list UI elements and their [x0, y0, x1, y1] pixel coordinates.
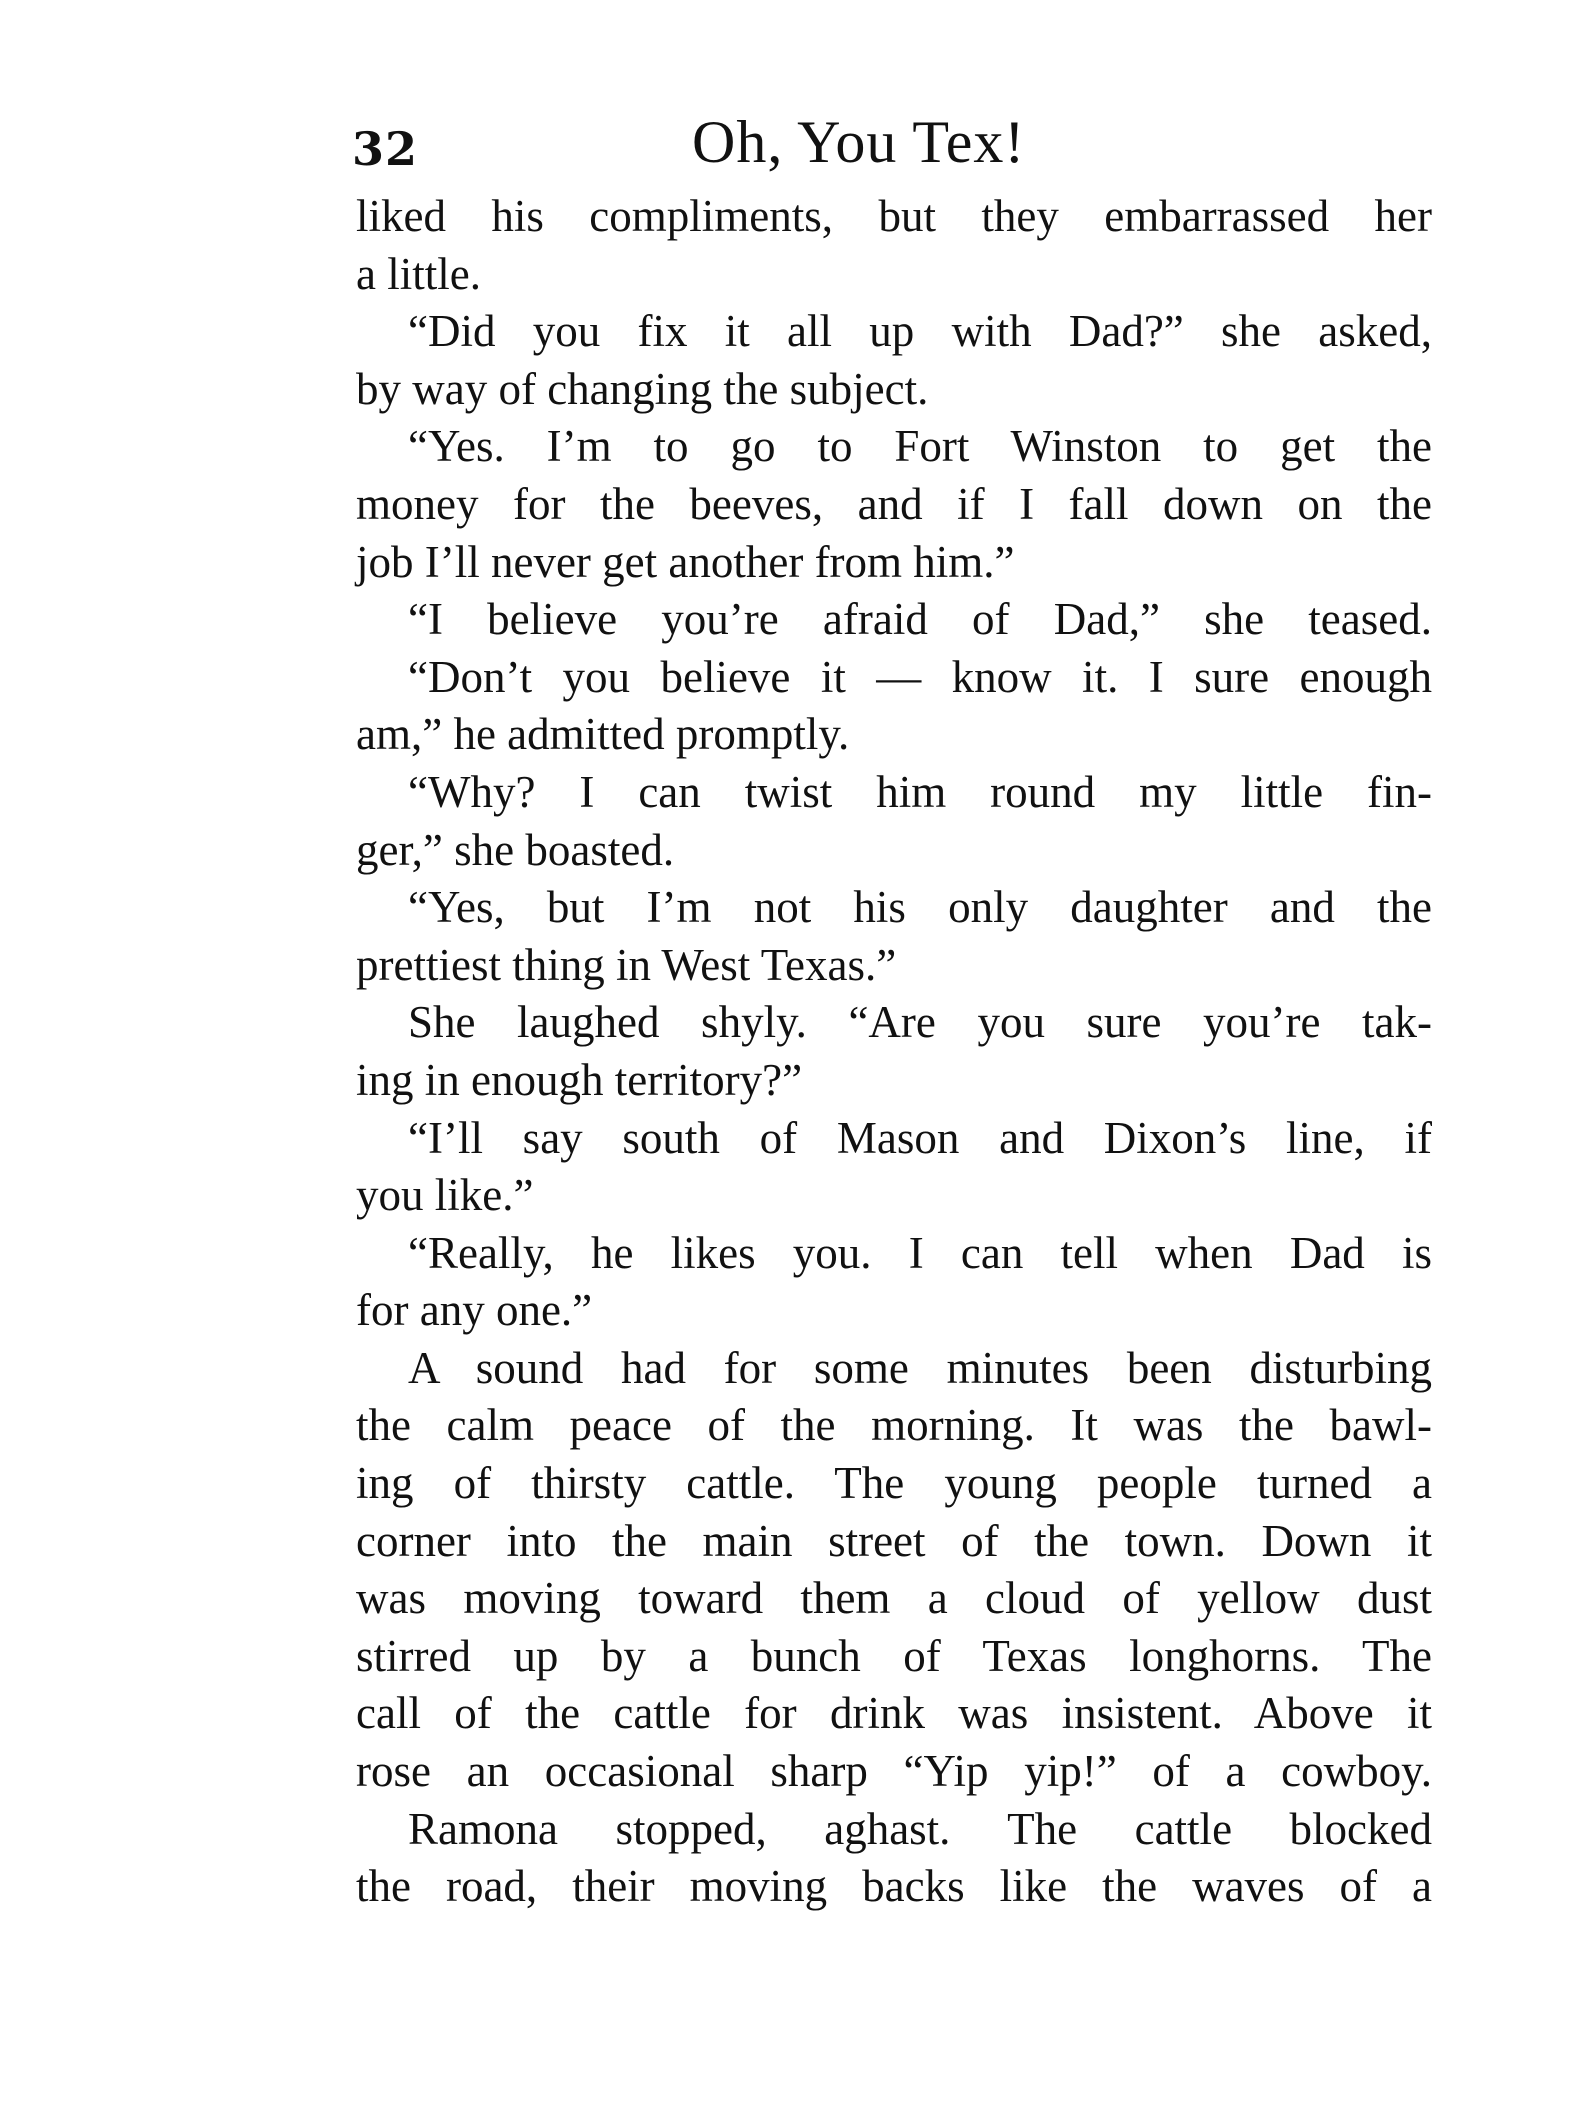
text-line: She laughed shyly. “Are you sure you’re tak-: [408, 997, 1432, 1048]
text-line: “Yes. I’m to go to Fort Winston to get the: [408, 421, 1432, 472]
text-line: the calm peace of the morning. It was the bawl-: [356, 1400, 1432, 1451]
text-line: “I’ll say south of Mason and Dixon’s line, if: [408, 1112, 1432, 1163]
text-line: you like.”: [356, 1170, 534, 1221]
text-line: corner into the main street of the town. Down it: [356, 1515, 1432, 1566]
text-line: money for the beeves, and if I fall down on the: [356, 478, 1432, 529]
text-line: “Really, he likes you. I can tell when Dad is: [408, 1227, 1432, 1278]
text-line: am,” he admitted promptly.: [356, 709, 850, 760]
text-line: “Why? I can twist him round my little fin-: [408, 766, 1432, 817]
text-line: a little.: [356, 248, 481, 299]
text-line: the road, their moving backs like the waves of a: [356, 1861, 1432, 1912]
text-line: “Yes, but I’m not his only daughter and the: [408, 882, 1432, 933]
text-line: Ramona stopped, aghast. The cattle blocked: [408, 1803, 1432, 1854]
running-head: [352, 108, 1432, 188]
text-line: “I believe you’re afraid of Dad,” she teased.: [408, 594, 1432, 645]
text-line: ing of thirsty cattle. The young people turned a: [356, 1458, 1432, 1509]
text-line: call of the cattle for drink was insistent. Above it: [356, 1688, 1432, 1739]
text-line: prettiest thing in West Texas.”: [356, 939, 897, 990]
text-line: “Don’t you believe it — know it. I sure enough: [408, 651, 1432, 702]
text-line: “Did you fix it all up with Dad?” she asked,: [408, 306, 1432, 357]
page-number: 32: [352, 122, 419, 176]
text-line: job I’ll never get another from him.”: [356, 536, 1015, 587]
text-line: stirred up by a bunch of Texas longhorns. The: [356, 1630, 1432, 1681]
text-line: ger,” she boasted.: [356, 824, 675, 875]
text-line: for any one.”: [356, 1285, 593, 1336]
text-line: rose an occasional sharp “Yip yip!” of a cowboy.: [356, 1746, 1432, 1797]
text-line: by way of changing the subject.: [356, 363, 929, 414]
text-line: A sound had for some minutes been disturbing: [408, 1342, 1432, 1393]
text-line: was moving toward them a cloud of yellow dust: [356, 1573, 1432, 1624]
body-text: [356, 188, 1432, 1916]
text-line: ing in enough territory?”: [356, 1054, 803, 1105]
running-title: Oh, You Tex!: [692, 109, 1026, 175]
text-line: liked his compliments, but they embarrassed her: [356, 191, 1432, 241]
